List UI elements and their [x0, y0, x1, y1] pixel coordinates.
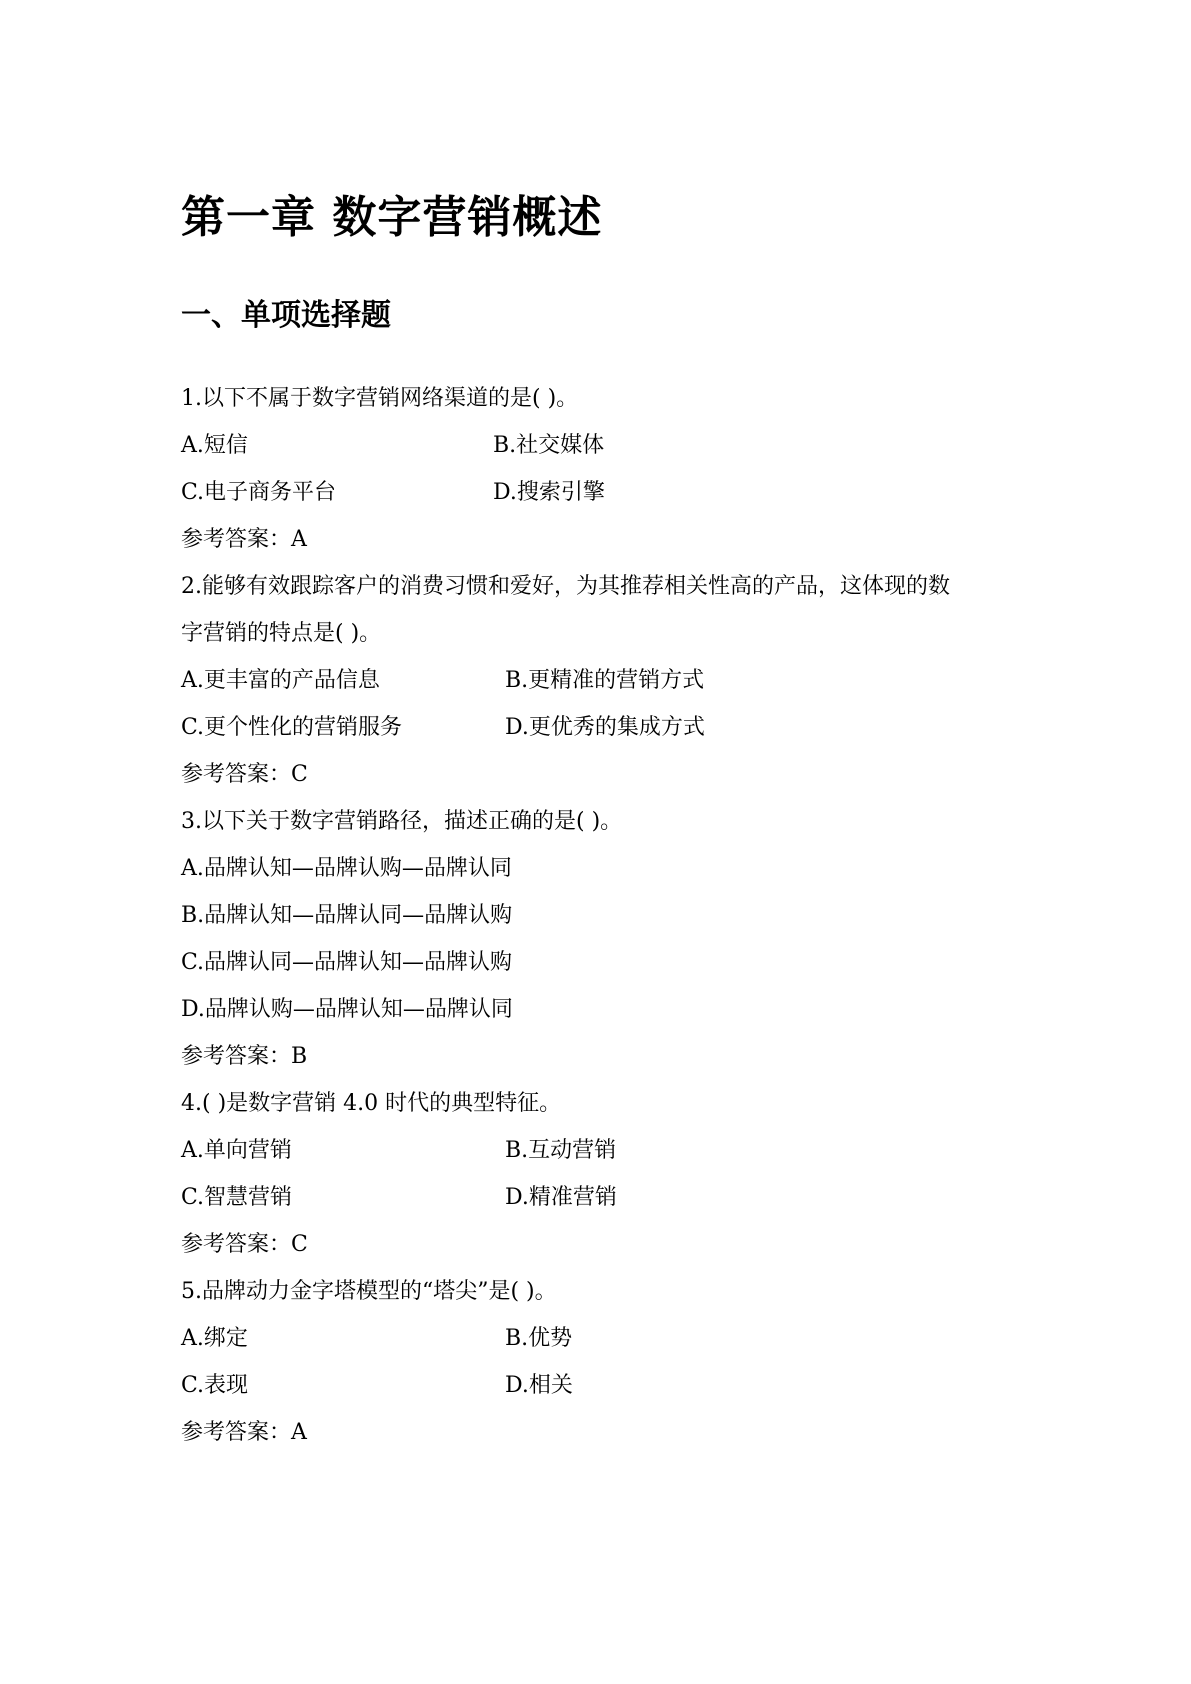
question-4-option-d: D.精准营销 — [505, 1185, 617, 1210]
question-3-option-d: D.品牌认购—品牌认知—品牌认同 — [181, 997, 513, 1022]
question-5-option-d: D.相关 — [505, 1373, 573, 1398]
question-2-option-c: C.更个性化的营销服务 — [181, 715, 403, 740]
question-1-answer: 参考答案：A — [181, 527, 307, 552]
section-title: 一、单项选择题 — [181, 298, 391, 333]
question-3-option-a: A.品牌认知—品牌认购—品牌认同 — [181, 856, 512, 881]
question-4-stem: 4.( )是数字营销 4.0 时代的典型特征。 — [181, 1091, 562, 1116]
question-4-option-a: A.单向营销 — [181, 1138, 292, 1163]
question-5-answer: 参考答案：A — [181, 1420, 307, 1445]
question-1-option-c: C.电子商务平台 — [181, 480, 337, 505]
question-5-option-c: C.表现 — [181, 1373, 249, 1398]
question-4-options-row-2 — [181, 1174, 1061, 1221]
question-1-options-row-1 — [181, 422, 1061, 469]
question-2-answer: 参考答案：C — [181, 762, 308, 787]
question-1-option-a: A.短信 — [181, 433, 248, 458]
question-1-stem: 1.以下不属于数字营销网络渠道的是( )。 — [181, 386, 579, 411]
question-1-option-d: D.搜索引擎 — [493, 480, 605, 505]
question-5-option-a: A.绑定 — [181, 1326, 248, 1351]
question-2-options-row-2 — [181, 704, 1061, 751]
question-2-option-b: B.更精准的营销方式 — [505, 668, 705, 693]
document-page — [181, 0, 1061, 1684]
question-4-options-row-1 — [181, 1127, 1061, 1174]
question-3-answer: 参考答案：B — [181, 1044, 308, 1069]
question-5-option-b: B.优势 — [505, 1326, 573, 1351]
question-4-option-c: C.智慧营销 — [181, 1185, 293, 1210]
question-5-options-row-1 — [181, 1315, 1061, 1362]
question-5-options-row-2 — [181, 1362, 1061, 1409]
question-2-stem-line-2: 字营销的特点是( )。 — [181, 621, 382, 646]
question-3-option-c: C.品牌认同—品牌认知—品牌认购 — [181, 950, 513, 975]
chapter-title: 第一章 数字营销概述 — [181, 192, 603, 243]
question-list — [181, 375, 1061, 1456]
question-3-option-b: B.品牌认知—品牌认同—品牌认购 — [181, 903, 513, 928]
question-1-options-row-2 — [181, 469, 1061, 516]
question-2-option-d: D.更优秀的集成方式 — [505, 715, 705, 740]
question-4-option-b: B.互动营销 — [505, 1138, 617, 1163]
question-4-answer: 参考答案：C — [181, 1232, 308, 1257]
question-2-stem-line-1: 2.能够有效跟踪客户的消费习惯和爱好，为其推荐相关性高的产品，这体现的数 — [181, 574, 950, 599]
question-3-stem: 3.以下关于数字营销路径，描述正确的是( )。 — [181, 809, 623, 834]
question-5-stem: 5.品牌动力金字塔模型的“塔尖”是( )。 — [181, 1279, 557, 1304]
question-2-option-a: A.更丰富的产品信息 — [181, 668, 380, 693]
question-1-option-b: B.社交媒体 — [493, 433, 605, 458]
question-2-options-row-1 — [181, 657, 1061, 704]
